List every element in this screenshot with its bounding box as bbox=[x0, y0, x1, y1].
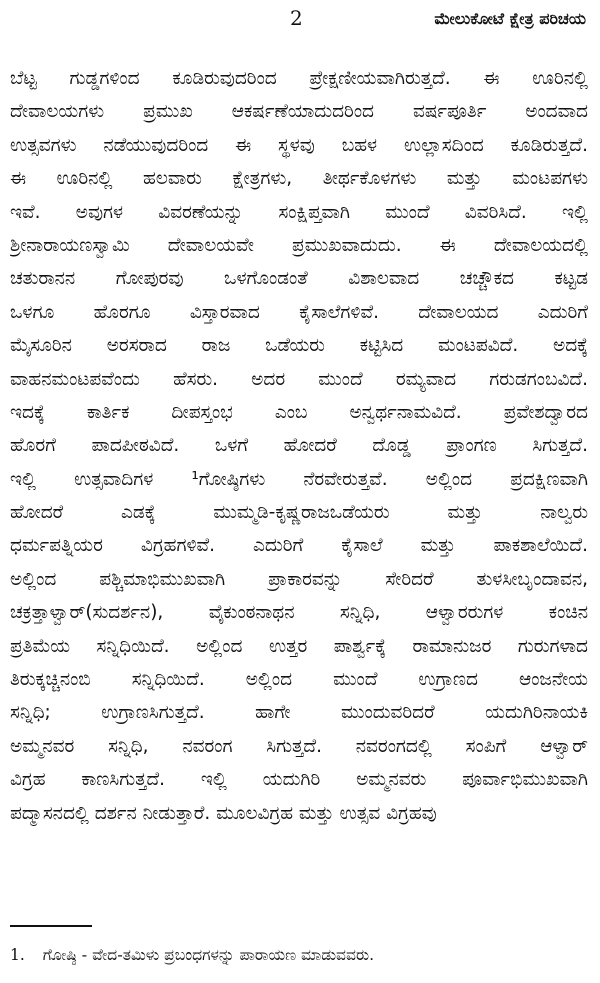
text-line: ಇವೆ. ಅವುಗಳ ವಿವರಣೆಯನ್ನು ಸಂಕ್ಷಿಪ್ತವಾಗಿ ಮುಂದೆ ವಿವರಿಸಿದೆ. ಇಲ್ಲಿ bbox=[10, 201, 588, 223]
text-line: ಚಕ್ರತ್ತಾಳ್ವಾರ್(ಸುದರ್ಶನ), ವೈಕುಂಠನಾಥನ ಸನ್ನಿಧಿ, ಆಳ್ವಾರರುಗಳ ಕಂಚಿನ bbox=[10, 602, 588, 624]
page-number: 2 bbox=[290, 6, 303, 30]
text-line: ಬೆಟ್ಟ ಗುಡ್ಡಗಳಿಂದ ಕೂಡಿರುವುದರಿಂದ ಪ್ರೇಕ್ಷಣೀಯವಾಗಿರುತ್ತದೆ. ಈ ಊರಿನಲ್ಲಿ bbox=[10, 68, 588, 89]
text-line: ಧರ್ಮಪತ್ನಿಯರ ವಿಗ್ರಹಗಳಿವೆ. ಎದುರಿಗೆ ಕೈಸಾಲೆ ಮತ್ತು ಪಾಕಶಾಲೆಯಿದೆ. bbox=[10, 535, 588, 557]
body-paragraph bbox=[10, 62, 588, 830]
page-header bbox=[0, 6, 600, 40]
text-line: ಪ್ರತಿಮೆಯ ಸನ್ನಿಧಿಯಿದೆ. ಅಲ್ಲಿಂದ ಉತ್ತರ ಪಾರ್ಶ್ವಕ್ಕೆ ರಾಮಾನುಜರ ಗುರುಗಳಾದ bbox=[10, 635, 588, 657]
running-title: ಮೇಲುಕೋಟೆ ಕ್ಷೇತ್ರ ಪರಿಚಯ bbox=[434, 9, 586, 28]
text-line: ದೇವಾಲಯಗಳು ಪ್ರಮುಖ ಆಕರ್ಷಣೆಯಾದುದರಿಂದ ವರ್ಷಪೂರ್ತಿ ಅಂದವಾದ bbox=[10, 101, 588, 123]
text-line: ಅಲ್ಲಿಂದ ಪಶ್ಚಿಮಾಭಿಮುಖವಾಗಿ ಪ್ರಾಕಾರವನ್ನು ಸೇರಿದರೆ ತುಳಸೀಬೃಂದಾವನ, bbox=[10, 568, 588, 590]
text-line: ಸನ್ನಿಧಿ; ಉಗ್ರಾಣಸಿಗುತ್ತದೆ. ಹಾಗೇ ಮುಂದುವರಿದರೆ ಯದುಗಿರಿನಾಯಕಿ bbox=[10, 702, 588, 724]
text-line: ಶ್ರೀನಾರಾಯಣಸ್ವಾಮಿ ದೇವಾಲಯವೇ ಪ್ರಮುಖವಾದುದು. ಈ ದೇವಾಲಯದಲ್ಲಿ bbox=[10, 234, 588, 256]
text-line: ಪದ್ಮಾಸನದಲ್ಲಿ ದರ್ಶನ ನೀಡುತ್ತಾರೆ. ಮೂಲವಿಗ್ರಹ ಮತ್ತು ಉತ್ಸವ ವಿಗ್ರಹವು bbox=[10, 802, 437, 824]
text-line: ಈ ಊರಿನಲ್ಲಿ ಹಲವಾರು ಕ್ಷೇತ್ರಗಳು, ತೀರ್ಥಕೊಳಗಳು ಮತ್ತು ಮಂಟಪಗಳು bbox=[10, 168, 588, 190]
text-line: ಇಲ್ಲಿ ಉತ್ಸವಾದಿಗಳ ¹ಗೋಷ್ಠಿಗಳು ನೆರವೇರುತ್ತವೆ. ಅಲ್ಲಿಂದ ಪ್ರದಕ್ಷಿಣವಾಗಿ bbox=[10, 468, 588, 490]
text-line: ಇದಕ್ಕೆ ಕಾರ್ತಿಕ ದೀಪಸ್ತಂಭ ಎಂಬ ಅನ್ವರ್ಥನಾಮವಿದೆ. ಪ್ರವೇಶದ್ವಾರದ bbox=[10, 401, 588, 423]
text-line: ಹೊರಗೆ ಪಾದಪೀಠವಿದೆ. ಒಳಗೆ ಹೋದರೆ ದೊಡ್ಡ ಪ್ರಾಂಗಣ ಸಿಗುತ್ತದೆ. bbox=[10, 435, 588, 457]
text-line: ಚತುರಾನನ ಗೋಪುರವು ಒಳಗೊಂಡಂತೆ ವಿಶಾಲವಾದ ಚಚ್ಚೌಕದ ಕಟ್ಟಡ bbox=[10, 268, 588, 290]
text-line: ತಿರುಕ್ಕಚ್ಚಿನಂಬಿ ಸನ್ನಿಧಿಯಿದೆ. ಅಲ್ಲಿಂದ ಮುಂದೆ ಉಗ್ರಾಣದ ಆಂಜನೇಯ bbox=[10, 669, 588, 691]
text-line: ವಾಹನಮಂಟಪವೆಂದು ಹೆಸರು. ಅದರ ಮುಂದೆ ರಮ್ಯವಾದ ಗರುಡಗಂಬವಿದೆ. bbox=[10, 368, 588, 390]
footnote-text: ಗೋಷ್ಠಿ - ವೇದ-ತಮಿಳು ಪ್ರಬಂಧಗಳನ್ನು ಪಾರಾಯಣ ಮಾಡುವವರು. bbox=[42, 946, 375, 964]
text-line: ಮೈಸೂರಿನ ಅರಸರಾದ ರಾಜ ಒಡೆಯರು ಕಟ್ಟಿಸಿದ ಮಂಟಪವಿದೆ. ಅದಕ್ಕೆ bbox=[10, 335, 588, 357]
text-line: ಉತ್ಸವಗಳು ನಡೆಯುವುದರಿಂದ ಈ ಸ್ಥಳವು ಬಹಳ ಉಲ್ಲಾಸದಿಂದ ಕೂಡಿರುತ್ತದೆ. bbox=[10, 134, 588, 156]
text-line: ಹೋದರೆ ಎಡಕ್ಕೆ ಮುಮ್ಮಡಿ-ಕೃಷ್ಣರಾಜಒಡೆಯರು ಮತ್ತು ನಾಲ್ವರು bbox=[10, 502, 588, 524]
text-line: ಅಮ್ಮನವರ ಸನ್ನಿಧಿ, ನವರಂಗ ಸಿಗುತ್ತದೆ. ನವರಂಗದಲ್ಲಿ ಸಂಪಿಗೆ ಆಳ್ವಾರ್ bbox=[10, 735, 588, 757]
text-line: ಒಳಗೂ ಹೊರಗೂ ವಿಸ್ತಾರವಾದ ಕೈಸಾಲೆಗಳಿವೆ. ದೇವಾಲಯದ ಎದುರಿಗೆ bbox=[10, 301, 588, 323]
footnote-divider bbox=[10, 925, 92, 927]
footnote-number: 1. bbox=[10, 946, 25, 964]
footnote bbox=[10, 944, 590, 966]
text-line: ವಿಗ್ರಹ ಕಾಣಸಿಗುತ್ತದೆ. ಇಲ್ಲಿ ಯದುಗಿರಿ ಅಮ್ಮನವರು ಪೂರ್ವಾಭಿಮುಖವಾಗಿ bbox=[10, 769, 588, 791]
